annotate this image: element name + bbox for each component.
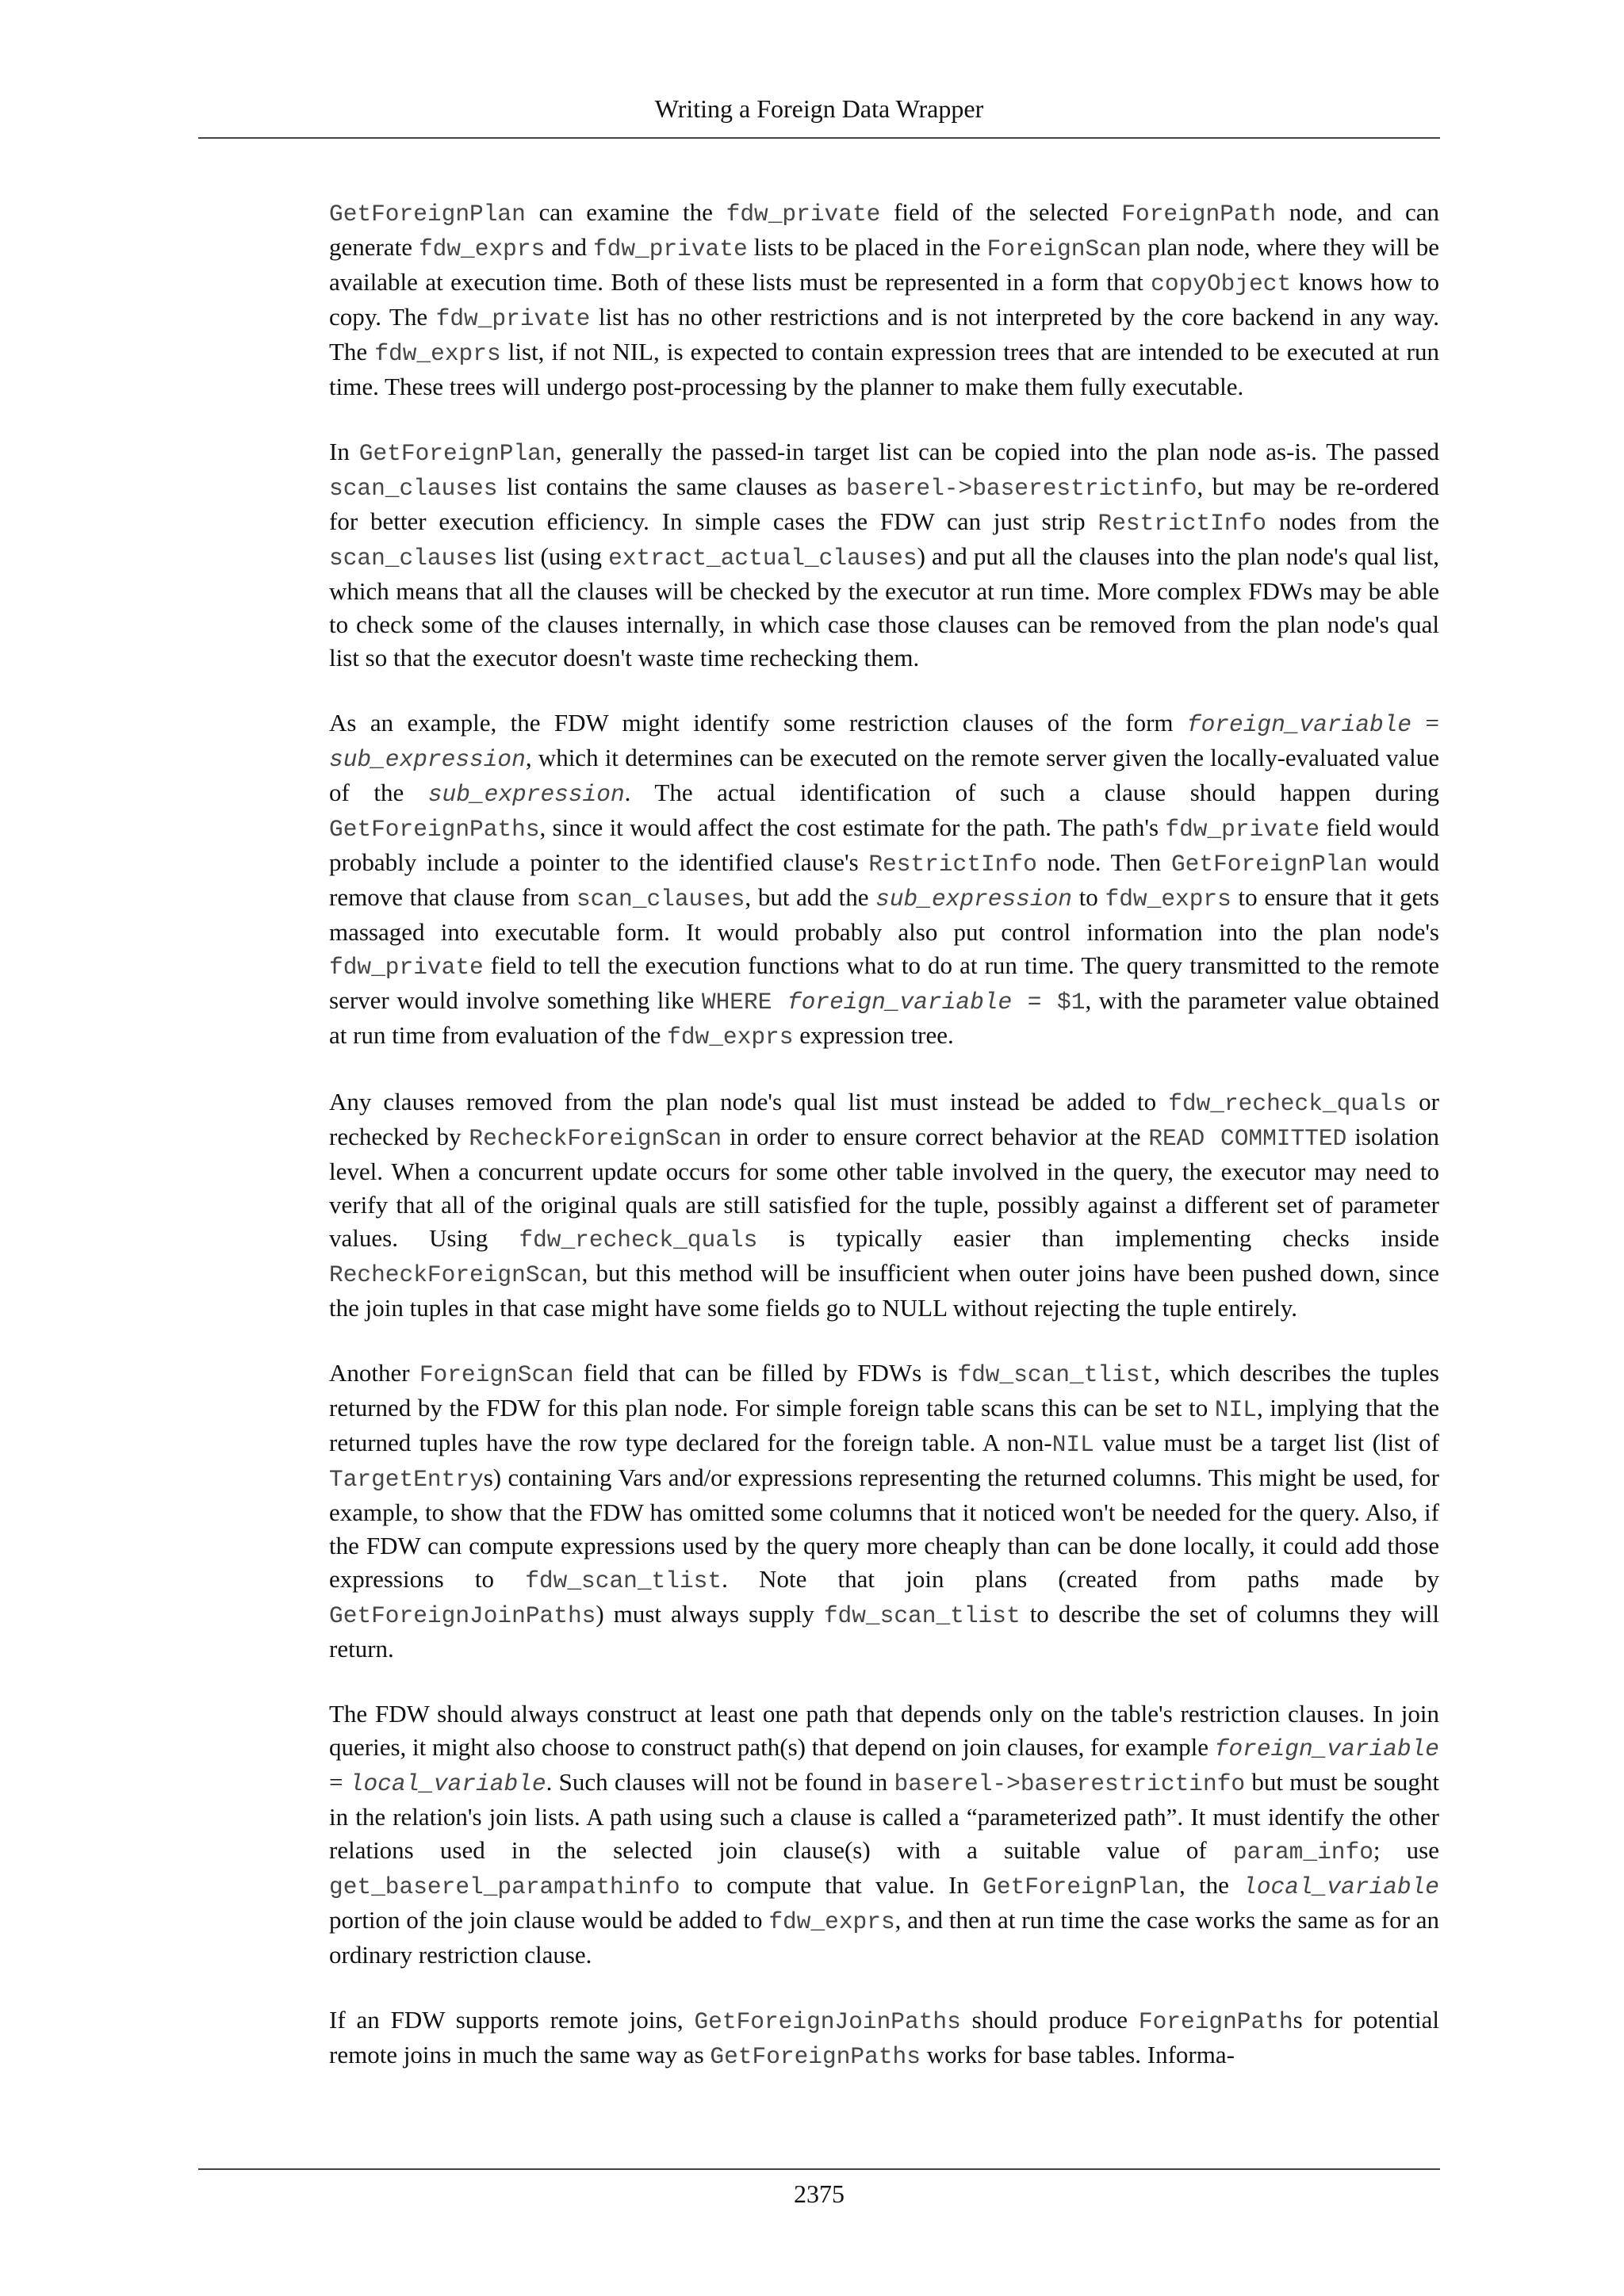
inline-code: RestrictInfo <box>1097 510 1266 537</box>
text-run: . Note that join plans (created from paths made by <box>722 1565 1439 1593</box>
text-run: ) and put all the clauses into the plan node's qual list, which means that all the clauses will be checked by the executor at run time. More complex FDWs may be able to check some of the clauses internally, in which case those clauses can be removed from the plan node's qual list so that the executor doesn't waste time rechecking them. <box>329 542 1439 672</box>
text-run: expression tree. <box>793 1021 954 1049</box>
text-run: , which it determines can be executed on the remote server given the locally-evaluated value of the <box>329 744 1439 806</box>
inline-code: extract_actual_clauses <box>608 545 917 572</box>
inline-code: fdw_private <box>329 954 484 981</box>
text-run: field of the selected <box>880 198 1122 226</box>
inline-code: GetForeignPlan <box>982 1873 1180 1900</box>
text-run: field that can be filled by FDWs is <box>573 1359 958 1387</box>
text-run: , and then at run time the case works the same as for an ordinary restriction clause. <box>329 1906 1439 1969</box>
text-run: , since it would affect the cost estimate for the path. The path's <box>539 813 1166 841</box>
text-run: plan node, where they will be available at execution time. Both of these lists must be represented in a form that <box>329 233 1440 296</box>
text-run: to <box>1072 883 1105 911</box>
inline-variable: local_variable <box>349 1770 546 1797</box>
text-run: As an example, the FDW might identify some restriction clauses of the form <box>329 709 1187 737</box>
text-run: should produce <box>960 2006 1139 2034</box>
text-run: s for potential remote joins in much the same way as <box>329 2006 1439 2068</box>
inline-code: RestrictInfo <box>868 851 1037 878</box>
inline-code: fdw_exprs <box>667 1024 794 1050</box>
inline-code: fdw_private <box>435 305 591 332</box>
text-run: in order to ensure correct behavior at the <box>722 1123 1149 1150</box>
header-rule <box>198 137 1440 139</box>
paragraph <box>329 435 1439 675</box>
inline-code: fdw_scan_tlist <box>957 1361 1155 1388</box>
text-run: to compute that value. In <box>680 1871 983 1899</box>
inline-variable: sub_expression <box>875 886 1072 913</box>
text-run: , but this method will be insufficient when outer joins have been pushed down, since the join tuples in that case might have some fields go to NULL without rejecting the tuple entirely. <box>329 1259 1439 1322</box>
text-run: . Such clauses will not be found in <box>546 1768 894 1796</box>
inline-code: fdw_scan_tlist <box>823 1602 1021 1629</box>
text-run: = <box>329 1768 350 1796</box>
text-run: to describe the set of columns they will return. <box>329 1600 1440 1663</box>
text-run: . The actual identification of such a clause should happen during <box>624 779 1439 806</box>
text-run: lists to be placed in the <box>747 233 987 261</box>
page-header: Writing a Foreign Data Wrapper <box>654 94 984 123</box>
inline-code: WHERE <box>701 989 787 1016</box>
footer-rule <box>198 2168 1440 2170</box>
inline-code: NIL <box>1051 1431 1094 1458</box>
page-number: 2375 <box>794 2179 845 2208</box>
text-run: , but add the <box>745 883 876 911</box>
text-run: In <box>329 438 359 465</box>
inline-code: ForeignPath <box>1121 201 1277 228</box>
inline-code: RecheckForeignScan <box>329 1261 582 1288</box>
inline-variable: foreign_variable <box>787 989 1013 1016</box>
inline-code: ForeignScan <box>419 1361 574 1388</box>
text-run: to ensure that it gets massaged into executable form. It would probably also put control information into the plan node's <box>329 883 1439 946</box>
text-run: , the <box>1179 1871 1243 1899</box>
text-run: If an FDW supports remote joins, <box>329 2006 695 2034</box>
inline-code: get_baserel_parampathinfo <box>329 1873 680 1900</box>
text-run: list, if not NIL, is expected to contain expression trees that are intended to be executed at run time. These trees will undergo post-processing by the planner to make them fully executable. <box>329 338 1440 400</box>
inline-variable: foreign_variable <box>1214 1735 1439 1762</box>
inline-code: fdw_private <box>1165 816 1320 843</box>
inline-code: GetForeignPlan <box>329 201 526 228</box>
paragraph <box>329 1697 1439 1972</box>
text-run: value must be a target list (list of <box>1094 1429 1439 1456</box>
text-run: The FDW should always construct at least one path that depends only on the table's restriction clauses. In join queries, it might also choose to construct path(s) that depend on join clauses, for example <box>329 1700 1439 1761</box>
text-run: field would probably include a pointer to the identified clause's <box>329 813 1439 876</box>
text-run: node, and can generate <box>329 198 1439 261</box>
inline-code: fdw_exprs <box>1105 886 1231 913</box>
inline-code: fdw_exprs <box>374 340 501 367</box>
text-run: ) must always supply <box>596 1600 824 1628</box>
text-run: s) containing Vars and/or expressions representing the returned columns. This might be used, for example, to show that the FDW has omitted some columns that it noticed won't be needed for the query. Also, if the FDW can compute expressions used by the query more cheaply than can be done locally, it could add those expressions to <box>329 1464 1439 1593</box>
inline-code: fdw_recheck_quals <box>1168 1090 1408 1117</box>
inline-code: scan_clauses <box>329 545 498 572</box>
inline-code: fdw_scan_tlist <box>525 1567 722 1594</box>
text-run: list has no other restrictions and is not interpreted by the core backend in any way. The <box>329 303 1439 365</box>
text-run: , generally the passed-in target list can be copied into the plan node as-is. The passed <box>555 438 1440 465</box>
paragraph <box>329 2003 1439 2073</box>
inline-code: fdw_exprs <box>768 1908 895 1935</box>
inline-code: ForeignPath <box>1138 2008 1293 2035</box>
text-run: isolation level. When a concurrent update occurs for some other table involved in the query, the executor may need to verify that all of the original quals are still satisfied for the tuple, possibly against a different set of parameter values. Using <box>329 1123 1439 1252</box>
paragraph <box>329 1357 1439 1666</box>
text-run: , but may be re-ordered for better execution efficiency. In simple cases the FDW can just strip <box>329 473 1439 535</box>
text-run: knows how to copy. The <box>329 268 1439 331</box>
inline-code: RecheckForeignScan <box>469 1125 722 1152</box>
inline-code: GetForeignPlan <box>1170 851 1368 878</box>
paragraph <box>329 196 1439 404</box>
text-run: Another <box>329 1359 419 1387</box>
inline-code: baserel->baserestrictinfo <box>845 475 1197 502</box>
text-run: field to tell the execution functions what to do at run time. The query transmitted to the remote server would involve something like <box>329 951 1439 1014</box>
inline-code: GetForeignPaths <box>329 816 540 843</box>
inline-code: GetForeignJoinPaths <box>694 2008 961 2035</box>
text-run: , implying that the returned tuples have the row type declared for the foreign table. A non- <box>329 1394 1439 1456</box>
text-run: , with the parameter value obtained at run time from evaluation of the <box>329 986 1439 1049</box>
text-run: but must be sought in the relation's join lists. A path using such a clause is called a “parameterized path”. It must identify the other relations used in the selected join clause(s) with a suitable value of <box>329 1768 1439 1864</box>
text-run: would remove that clause from <box>329 848 1439 911</box>
inline-variable: sub_expression <box>427 781 625 808</box>
text-run: Any clauses removed from the plan node's qual list must instead be added to <box>329 1088 1169 1115</box>
text-run: can examine the <box>525 198 726 226</box>
text-run: node. Then <box>1036 848 1171 876</box>
inline-code: fdw_exprs <box>418 235 546 262</box>
inline-code: param_info <box>1232 1839 1373 1866</box>
inline-variable: sub_expression <box>329 746 526 773</box>
body-text <box>329 196 1439 2073</box>
text-run: works for base tables. Informa- <box>920 2041 1235 2068</box>
inline-code: fdw_private <box>726 201 881 228</box>
inline-code: copyObject <box>1151 270 1292 297</box>
text-run: and <box>545 233 593 261</box>
text-run: portion of the join clause would be added to <box>329 1906 769 1934</box>
text-run: , which describes the tuples returned by the FDW for this plan node. For simple foreign table scans this can be set to <box>329 1359 1439 1422</box>
inline-code: fdw_private <box>592 235 748 262</box>
text-run: = <box>1411 709 1439 737</box>
inline-code: GetForeignPlan <box>358 440 556 467</box>
text-run: list contains the same clauses as <box>497 473 846 500</box>
inline-variable: local_variable <box>1243 1873 1439 1900</box>
text-run: or rechecked by <box>329 1088 1439 1150</box>
text-run: nodes from the <box>1266 507 1439 535</box>
inline-code: TargetEntry <box>329 1466 484 1493</box>
inline-code: READ COMMITTED <box>1148 1125 1347 1152</box>
text-run: is typically easier than implementing checks inside <box>757 1224 1439 1252</box>
inline-code: baserel->baserestrictinfo <box>894 1770 1246 1797</box>
inline-code: NIL <box>1214 1396 1257 1423</box>
paragraph <box>329 706 1439 1054</box>
paragraph <box>329 1085 1439 1325</box>
inline-code: fdw_recheck_quals <box>519 1226 758 1253</box>
inline-code: = $1 <box>1012 989 1086 1016</box>
text-run: list (using <box>497 542 609 570</box>
inline-code: GetForeignJoinPaths <box>329 1602 596 1629</box>
text-run: ; use <box>1373 1836 1439 1864</box>
inline-variable: foreign_variable <box>1186 711 1412 738</box>
inline-code: scan_clauses <box>329 475 498 502</box>
inline-code: ForeignScan <box>986 235 1142 262</box>
inline-code: scan_clauses <box>576 886 745 913</box>
inline-code: GetForeignPaths <box>710 2043 921 2070</box>
